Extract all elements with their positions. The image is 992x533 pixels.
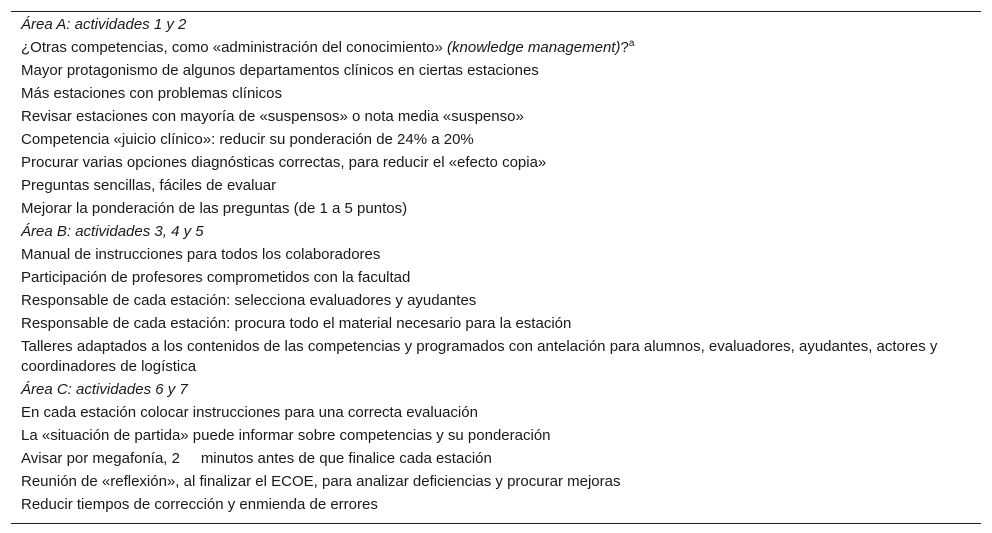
table-row: Participación de profesores comprometidos con la facultad [21, 269, 411, 286]
section-heading-area-c: Área C: actividades 6 y 7 [21, 381, 188, 398]
table-row: En cada estación colocar instrucciones para una correcta evaluación [21, 404, 478, 421]
table-row: Procurar varias opciones diagnósticas correctas, para reducir el «efecto copia» [21, 154, 547, 171]
table-row: Reunión de «reflexión», al finalizar el ECOE, para analizar deficiencias y procurar mejoras [21, 473, 621, 490]
table-row: Responsable de cada estación: procura todo el material necesario para la estación [21, 315, 572, 332]
table-row: Reducir tiempos de corrección y enmienda de errores [21, 496, 378, 513]
table-row: Competencia «juicio clínico»: reducir su ponderación de 24% a 20% [21, 131, 474, 148]
table-row: La «situación de partida» puede informar sobre competencias y su ponderación [21, 427, 551, 444]
recommendations-table [11, 11, 981, 524]
table-row: Revisar estaciones con mayoría de «suspensos» o nota media «suspenso» [21, 108, 524, 125]
footnote-marker: a [628, 38, 635, 49]
section-heading-area-b: Área B: actividades 3, 4 y 5 [21, 223, 204, 240]
table-row [11, 38, 981, 61]
row-text-end: ? [620, 39, 629, 56]
table-row: Mejorar la ponderación de las preguntas (de 1 a 5 puntos) [21, 200, 408, 217]
table-row: Avisar por megafonía, 2 minutos antes de que finalice cada estación [21, 450, 492, 467]
table-row: Preguntas sencillas, fáciles de evaluar [21, 177, 277, 194]
table-row: Talleres adaptados a los contenidos de las competencias y programados con antelación para alumnos, evaluadores, ayudantes, actores y coordinadores de logística [21, 338, 938, 375]
row-text: ¿Otras competencias, como «administración del conocimiento» [21, 39, 448, 56]
table-row: Mayor protagonismo de algunos departamentos clínicos en ciertas estaciones [21, 62, 539, 79]
section-heading-area-a: Área A: actividades 1 y 2 [21, 16, 187, 33]
table-row: Responsable de cada estación: selecciona evaluadores y ayudantes [21, 292, 477, 309]
table-row: Más estaciones con problemas clínicos [21, 85, 282, 102]
row-text-italic: (knowledge management) [447, 39, 621, 56]
table-row: Manual de instrucciones para todos los colaboradores [21, 246, 381, 263]
